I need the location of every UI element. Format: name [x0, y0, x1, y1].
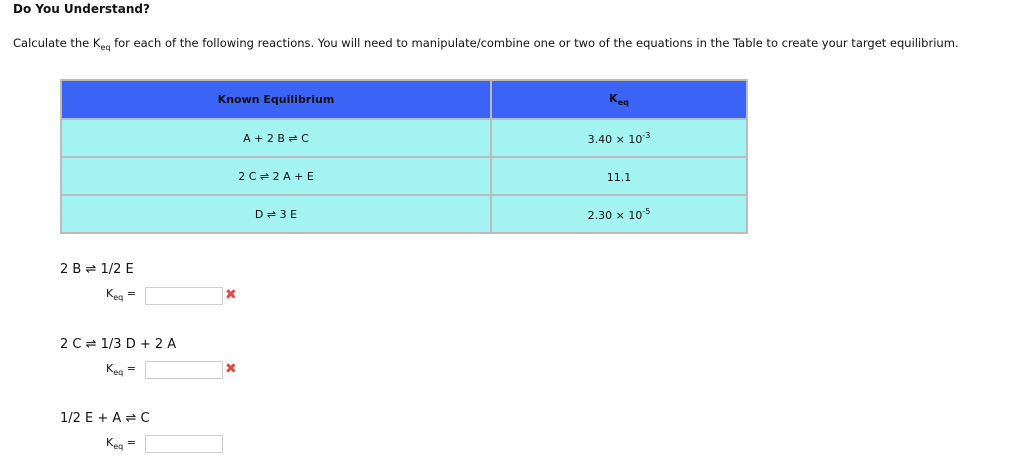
- keq-cell: [491, 119, 747, 157]
- known-equilibria-table: [60, 79, 748, 234]
- keq-mantissa: 3.40 × 10: [587, 132, 643, 146]
- question-3-label: [106, 436, 136, 451]
- incorrect-x-icon: ✖: [225, 287, 237, 303]
- instr-sub: eq: [100, 43, 111, 52]
- k-label: K: [106, 287, 114, 300]
- keq-cell: [491, 157, 747, 195]
- section-title: Do You Understand?: [13, 2, 150, 16]
- question-3-keq-input[interactable]: [145, 435, 223, 453]
- equals: =: [126, 287, 136, 300]
- k-label: K: [106, 362, 114, 375]
- question-2-label: [106, 362, 136, 377]
- table-row: [61, 157, 747, 195]
- header-equilibrium: Known Equilibrium: [61, 80, 491, 119]
- keq-cell: [491, 195, 747, 233]
- instr-post: for each of the following reactions. You will need to manipulate/combine one or two of the equations in the Table to create your target equilibrium.: [110, 36, 959, 50]
- table-row: [61, 195, 747, 233]
- equals: =: [126, 436, 136, 449]
- keq-mantissa: 2.30 × 10: [587, 208, 643, 222]
- instr-pre: Calculate the K: [13, 36, 101, 50]
- table-header: [61, 80, 747, 119]
- k-sub: eq: [113, 442, 124, 451]
- instructions: [13, 36, 959, 52]
- table-row: [61, 119, 747, 157]
- header-k: K: [609, 92, 618, 105]
- header-keq: [491, 80, 747, 119]
- question-3-equation: 1/2 E + A ⇌ C: [60, 411, 150, 426]
- header-k-sub: eq: [617, 98, 629, 107]
- question-2-equation: 2 C ⇌ 1/3 D + 2 A: [60, 337, 177, 352]
- question-1-label: [106, 287, 136, 302]
- keq-mantissa: 11.1: [606, 170, 632, 184]
- incorrect-x-icon: ✖: [225, 361, 237, 377]
- equation-cell: A + 2 B ⇌ C: [61, 119, 491, 157]
- equation-cell: D ⇌ 3 E: [61, 195, 491, 233]
- k-sub: eq: [113, 368, 124, 377]
- k-label: K: [106, 436, 114, 449]
- keq-exponent: -5: [642, 206, 651, 216]
- keq-exponent: -3: [642, 130, 651, 140]
- question-1-equation: 2 B ⇌ 1/2 E: [60, 262, 134, 277]
- equation-cell: 2 C ⇌ 2 A + E: [61, 157, 491, 195]
- k-sub: eq: [113, 293, 124, 302]
- question-1-keq-input[interactable]: [145, 287, 223, 305]
- equals: =: [126, 362, 136, 375]
- question-2-keq-input[interactable]: [145, 361, 223, 379]
